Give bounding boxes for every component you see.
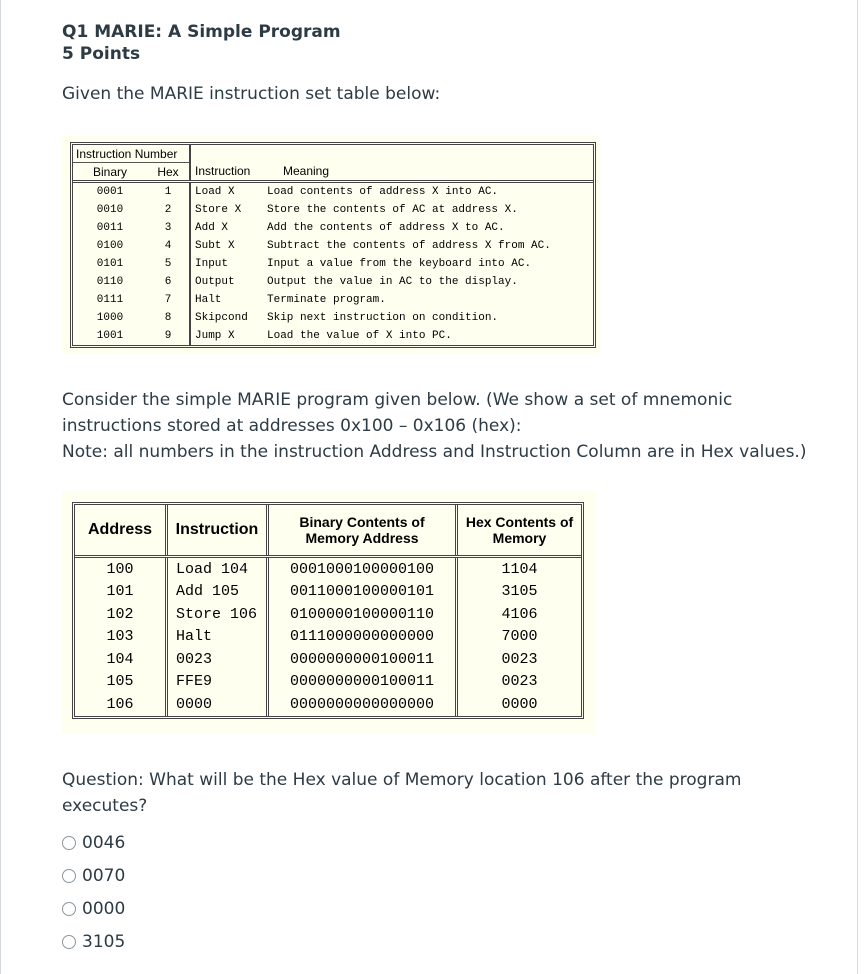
- answer-options: [62, 826, 125, 958]
- instruction-row: [73, 309, 593, 327]
- instruction-row: [73, 182, 593, 202]
- answer-option[interactable]: [62, 892, 125, 925]
- address-cell: 103: [106, 628, 134, 646]
- radio-button[interactable]: [62, 836, 76, 850]
- description-line: instructions stored at addresses 0x100 – 0x106 (hex):: [62, 416, 522, 436]
- instruction-cell: Load 104: [167, 557, 268, 581]
- question-prompt: Question: What will be the Hex value of Memory location 106 after the program executes?: [62, 770, 742, 816]
- instruction-row: [73, 291, 593, 309]
- answer-option-label: 3105: [82, 931, 126, 952]
- col-address: Address: [75, 505, 167, 557]
- instruction-cell: Skipcond: [190, 309, 263, 327]
- binary-cell: 0000000000000000: [268, 693, 457, 716]
- instruction-cell: Input: [190, 255, 263, 273]
- program-row: [75, 693, 581, 716]
- meaning-cell: Load the value of X into PC.: [267, 330, 452, 342]
- instruction-cell: FFE9: [167, 671, 268, 694]
- address-cell: 106: [106, 695, 134, 713]
- answer-option-label: 0046: [82, 832, 126, 853]
- intro-text: Given the MARIE instruction set table below:: [62, 84, 441, 104]
- col-binary: Binary: [73, 163, 147, 182]
- hex-cell: 7: [164, 294, 172, 306]
- hex-cell: 5: [164, 258, 172, 270]
- hex-cell: 3105: [457, 581, 582, 604]
- answer-option[interactable]: [62, 925, 125, 958]
- program-row: [75, 581, 581, 604]
- instruction-cell: 0000: [167, 693, 268, 716]
- col-meaning: Meaning: [263, 163, 593, 182]
- instruction-cell: Store 106: [167, 603, 268, 626]
- instruction-cell: Store X: [190, 201, 263, 219]
- hex-cell: 4106: [457, 603, 582, 626]
- instruction-cell: Jump X: [190, 327, 263, 345]
- description-line: Consider the simple MARIE program given below. (We show a set of mnemonic: [62, 390, 733, 410]
- program-table: [72, 502, 584, 719]
- question-title: Q1 MARIE: A Simple Program: [62, 22, 341, 42]
- col-instruction: Instruction: [167, 505, 268, 557]
- program-row: [75, 557, 581, 581]
- answer-option-label: 0000: [82, 898, 126, 919]
- description-line: Note: all numbers in the instruction Address and Instruction Column are in Hex values.): [62, 442, 807, 462]
- meaning-cell: Load contents of address X into AC.: [267, 186, 499, 198]
- meaning-cell: Store the contents of AC at address X.: [267, 204, 518, 216]
- binary-cell: 0100: [96, 240, 124, 252]
- instruction-cell: Add X: [190, 219, 263, 237]
- hex-cell: 0023: [457, 648, 582, 671]
- program-row: [75, 648, 581, 671]
- hex-cell: 1: [164, 186, 172, 198]
- meaning-cell: Input a value from the keyboard into AC.: [267, 258, 532, 270]
- hex-cell: 2: [164, 204, 172, 216]
- meaning-cell: Subtract the contents of address X from AC.: [267, 240, 551, 252]
- address-cell: 102: [106, 605, 134, 623]
- radio-button[interactable]: [62, 902, 76, 916]
- hex-cell: 3: [164, 222, 172, 234]
- col-hex: Hex: [147, 163, 190, 182]
- answer-option[interactable]: [62, 826, 125, 859]
- question-points: 5 Points: [62, 44, 141, 64]
- instruction-row: [73, 219, 593, 237]
- hex-cell: 6: [164, 276, 172, 288]
- meaning-cell: Output the value in AC to the display.: [267, 276, 518, 288]
- binary-cell: 0001000100000100: [268, 557, 457, 581]
- binary-cell: 0001: [96, 186, 124, 198]
- binary-cell: 0111000000000000: [268, 626, 457, 649]
- col-instruction: Instruction: [190, 163, 263, 182]
- radio-button[interactable]: [62, 869, 76, 883]
- group-header: Instruction Number: [73, 145, 190, 163]
- address-cell: 100: [106, 560, 134, 578]
- program-row: [75, 626, 581, 649]
- program-row: [75, 603, 581, 626]
- meaning-cell: Terminate program.: [267, 294, 386, 306]
- program-row: [75, 671, 581, 694]
- instruction-cell: Add 105: [167, 581, 268, 604]
- instruction-cell: Halt: [190, 291, 263, 309]
- instruction-row: [73, 201, 593, 219]
- binary-cell: 0000000000100011: [268, 671, 457, 694]
- instruction-cell: Load X: [190, 182, 263, 202]
- hex-cell: 7000: [457, 626, 582, 649]
- hex-cell: 9: [164, 330, 172, 342]
- program-description: [62, 387, 822, 465]
- address-cell: 105: [106, 673, 134, 691]
- binary-cell: 0011: [96, 222, 124, 234]
- meaning-cell: Add the contents of address X to AC.: [267, 222, 505, 234]
- instruction-row: [73, 255, 593, 273]
- instruction-set-figure: [62, 136, 600, 353]
- instruction-cell: Output: [190, 273, 263, 291]
- binary-cell: 1001: [96, 330, 124, 342]
- hex-cell: 8: [164, 312, 172, 324]
- col-hex-contents: Hex Contents of Memory: [457, 505, 582, 557]
- binary-cell: 0101: [96, 258, 124, 270]
- instruction-row: [73, 237, 593, 255]
- radio-button[interactable]: [62, 935, 76, 949]
- instruction-cell: 0023: [167, 648, 268, 671]
- instruction-cell: Halt: [167, 626, 268, 649]
- hex-cell: 0000: [457, 693, 582, 716]
- binary-cell: 0111: [96, 294, 124, 306]
- binary-cell: 1000: [96, 312, 124, 324]
- instruction-row: [73, 273, 593, 291]
- address-cell: 104: [106, 650, 134, 668]
- hex-cell: 0023: [457, 671, 582, 694]
- col-binary-contents: Binary Contents of Memory Address: [268, 505, 457, 557]
- binary-cell: 0100000100000110: [268, 603, 457, 626]
- address-cell: 101: [106, 583, 134, 601]
- instruction-row: [73, 327, 593, 345]
- binary-cell: 0011000100000101: [268, 581, 457, 604]
- program-figure: [62, 491, 596, 733]
- binary-cell: 0010: [96, 204, 124, 216]
- binary-cell: 0110: [96, 276, 124, 288]
- instruction-set-table: [70, 142, 596, 348]
- hex-cell: 1104: [457, 557, 582, 581]
- instruction-cell: Subt X: [190, 237, 263, 255]
- answer-option[interactable]: [62, 859, 125, 892]
- answer-option-label: 0070: [82, 865, 126, 886]
- binary-cell: 0000000000100011: [268, 648, 457, 671]
- meaning-cell: Skip next instruction on condition.: [267, 312, 499, 324]
- hex-cell: 4: [164, 240, 172, 252]
